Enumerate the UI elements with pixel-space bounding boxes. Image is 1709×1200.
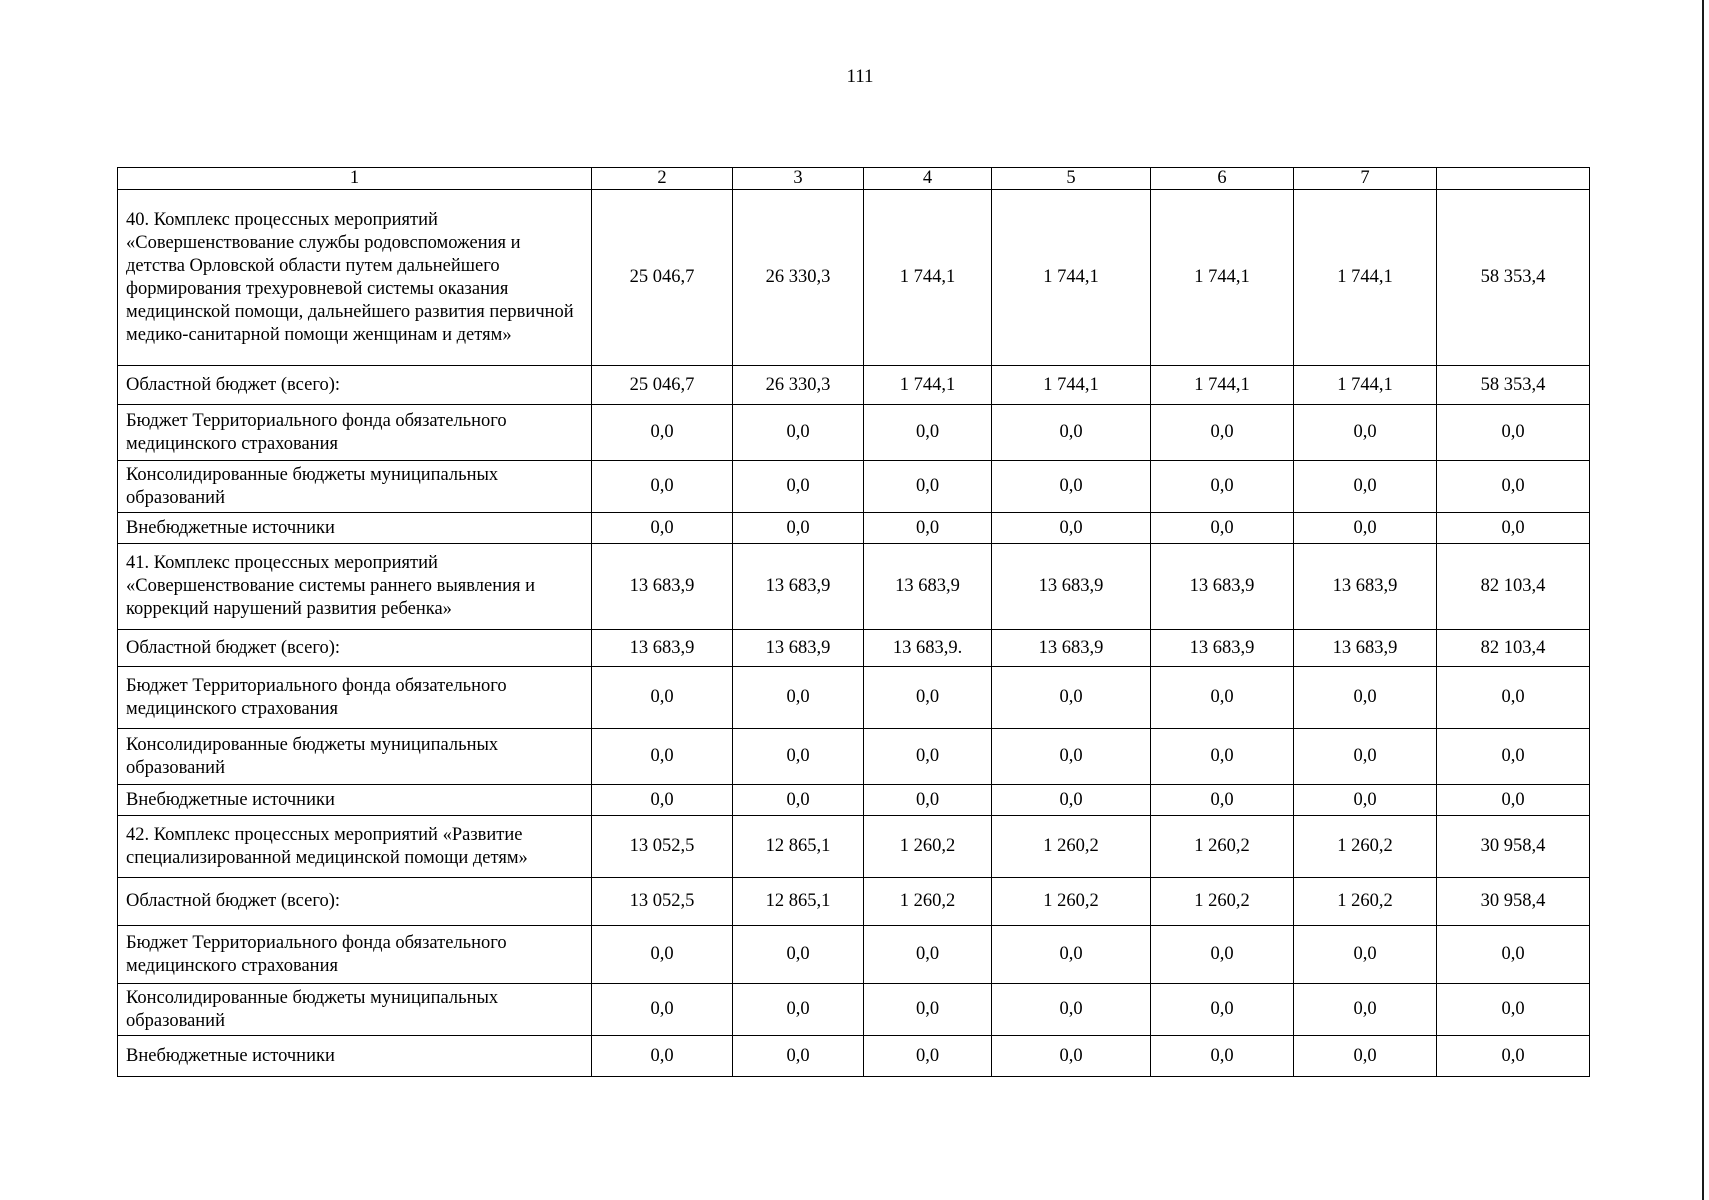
value-cell: 13 683,9 <box>992 630 1151 667</box>
value-cell: 0,0 <box>592 729 733 785</box>
value-cell: 0,0 <box>1294 513 1437 544</box>
value-cell: 0,0 <box>1437 984 1590 1036</box>
table-row <box>118 405 1590 461</box>
row-label: 42. Комплекс процессных мероприятий «Развитие специализированной медицинской помощи детям» <box>118 816 592 878</box>
value-cell: 0,0 <box>1294 1036 1437 1077</box>
value-cell: 26 330,3 <box>733 190 864 366</box>
row-label: Внебюджетные источники <box>118 785 592 816</box>
header-cell: 3 <box>733 168 864 190</box>
value-cell: 0,0 <box>733 984 864 1036</box>
value-cell: 1 744,1 <box>1294 366 1437 405</box>
value-cell: 0,0 <box>592 984 733 1036</box>
row-label: Консолидированные бюджеты муниципальных образований <box>118 461 592 513</box>
value-cell: 0,0 <box>733 667 864 729</box>
header-cell: 7 <box>1294 168 1437 190</box>
header-cell: 2 <box>592 168 733 190</box>
table-row <box>118 785 1590 816</box>
value-cell: 0,0 <box>1437 729 1590 785</box>
header-cell: 5 <box>992 168 1151 190</box>
value-cell: 0,0 <box>992 1036 1151 1077</box>
value-cell: 0,0 <box>1437 461 1590 513</box>
value-cell: 0,0 <box>864 667 992 729</box>
value-cell: 0,0 <box>1151 405 1294 461</box>
value-cell: 1 744,1 <box>864 190 992 366</box>
value-cell: 0,0 <box>1294 405 1437 461</box>
value-cell: 0,0 <box>1294 926 1437 984</box>
value-cell: 0,0 <box>992 984 1151 1036</box>
value-cell: 0,0 <box>1151 667 1294 729</box>
value-cell: 58 353,4 <box>1437 190 1590 366</box>
value-cell: 1 260,2 <box>1151 878 1294 926</box>
value-cell: 0,0 <box>864 461 992 513</box>
row-label: Бюджет Территориального фонда обязательного медицинского страхования <box>118 926 592 984</box>
row-label: 40. Комплекс процессных мероприятий «Совершенствование службы родовспоможения и детства Орловской области путем дальнейшего формирования трехуровневой системы оказания медицинской помощи, дальнейшего развития первичной медико-санитарной помощи женщинам и детям» <box>118 190 592 366</box>
value-cell: 0,0 <box>1151 926 1294 984</box>
value-cell: 0,0 <box>733 926 864 984</box>
table-row <box>118 926 1590 984</box>
value-cell: 0,0 <box>864 984 992 1036</box>
value-cell: 0,0 <box>864 785 992 816</box>
value-cell: 0,0 <box>1151 785 1294 816</box>
value-cell: 0,0 <box>1151 461 1294 513</box>
value-cell: 0,0 <box>592 461 733 513</box>
value-cell: 0,0 <box>1294 461 1437 513</box>
value-cell: 0,0 <box>592 513 733 544</box>
value-cell: 1 744,1 <box>1151 366 1294 405</box>
table-row <box>118 984 1590 1036</box>
row-label: Областной бюджет (всего): <box>118 630 592 667</box>
table-row <box>118 461 1590 513</box>
header-cell <box>1437 168 1590 190</box>
value-cell: 0,0 <box>992 461 1151 513</box>
value-cell: 13 683,9 <box>1151 544 1294 630</box>
value-cell: 0,0 <box>733 513 864 544</box>
row-label: Внебюджетные источники <box>118 1036 592 1077</box>
value-cell: 0,0 <box>592 667 733 729</box>
page-number: 111 <box>846 66 874 87</box>
value-cell: 26 330,3 <box>733 366 864 405</box>
value-cell: 1 260,2 <box>992 878 1151 926</box>
table-row <box>118 729 1590 785</box>
value-cell: 82 103,4 <box>1437 544 1590 630</box>
value-cell: 30 958,4 <box>1437 878 1590 926</box>
value-cell: 0,0 <box>1151 729 1294 785</box>
value-cell: 13 052,5 <box>592 816 733 878</box>
value-cell: 0,0 <box>1151 1036 1294 1077</box>
budget-table <box>117 167 1590 1077</box>
value-cell: 0,0 <box>592 785 733 816</box>
value-cell: 0,0 <box>1437 926 1590 984</box>
value-cell: 82 103,4 <box>1437 630 1590 667</box>
value-cell: 0,0 <box>864 405 992 461</box>
value-cell: 25 046,7 <box>592 190 733 366</box>
table-row <box>118 878 1590 926</box>
value-cell: 0,0 <box>733 1036 864 1077</box>
value-cell: 0,0 <box>733 785 864 816</box>
value-cell: 0,0 <box>992 667 1151 729</box>
table-row <box>118 667 1590 729</box>
value-cell: 0,0 <box>992 926 1151 984</box>
value-cell: 13 052,5 <box>592 878 733 926</box>
value-cell: 0,0 <box>1437 785 1590 816</box>
table-row <box>118 544 1590 630</box>
value-cell: 0,0 <box>733 461 864 513</box>
table-row <box>118 816 1590 878</box>
value-cell: 0,0 <box>592 405 733 461</box>
value-cell: 0,0 <box>1151 513 1294 544</box>
value-cell: 1 260,2 <box>1294 816 1437 878</box>
value-cell: 1 260,2 <box>864 816 992 878</box>
value-cell: 13 683,9 <box>592 544 733 630</box>
value-cell: 13 683,9 <box>1294 630 1437 667</box>
value-cell: 0,0 <box>864 1036 992 1077</box>
row-label: Областной бюджет (всего): <box>118 878 592 926</box>
value-cell: 0,0 <box>592 1036 733 1077</box>
row-label: 41. Комплекс процессных мероприятий «Совершенствование системы раннего выявления и коррекций нарушений развития ребенка» <box>118 544 592 630</box>
value-cell: 13 683,9 <box>864 544 992 630</box>
value-cell: 0,0 <box>1294 984 1437 1036</box>
value-cell: 13 683,9 <box>733 630 864 667</box>
value-cell: 0,0 <box>733 405 864 461</box>
value-cell: 13 683,9 <box>1294 544 1437 630</box>
value-cell: 30 958,4 <box>1437 816 1590 878</box>
row-label: Областной бюджет (всего): <box>118 366 592 405</box>
table-row <box>118 513 1590 544</box>
value-cell: 0,0 <box>1294 785 1437 816</box>
value-cell: 1 744,1 <box>992 190 1151 366</box>
table-row <box>118 1036 1590 1077</box>
value-cell: 13 683,9. <box>864 630 992 667</box>
table-row <box>118 630 1590 667</box>
value-cell: 0,0 <box>1437 667 1590 729</box>
row-label: Консолидированные бюджеты муниципальных образований <box>118 984 592 1036</box>
value-cell: 1 744,1 <box>1151 190 1294 366</box>
value-cell: 0,0 <box>1437 1036 1590 1077</box>
value-cell: 12 865,1 <box>733 816 864 878</box>
value-cell: 0,0 <box>1437 405 1590 461</box>
table-row <box>118 366 1590 405</box>
row-label: Внебюджетные источники <box>118 513 592 544</box>
value-cell: 13 683,9 <box>992 544 1151 630</box>
value-cell: 0,0 <box>864 729 992 785</box>
value-cell: 0,0 <box>992 405 1151 461</box>
value-cell: 12 865,1 <box>733 878 864 926</box>
value-cell: 0,0 <box>1437 513 1590 544</box>
value-cell: 58 353,4 <box>1437 366 1590 405</box>
value-cell: 1 744,1 <box>1294 190 1437 366</box>
value-cell: 0,0 <box>992 513 1151 544</box>
value-cell: 0,0 <box>864 513 992 544</box>
value-cell: 1 260,2 <box>1294 878 1437 926</box>
value-cell: 25 046,7 <box>592 366 733 405</box>
value-cell: 13 683,9 <box>592 630 733 667</box>
header-cell: 1 <box>118 168 592 190</box>
value-cell: 0,0 <box>864 926 992 984</box>
header-row <box>118 168 1590 190</box>
value-cell: 0,0 <box>1294 729 1437 785</box>
value-cell: 0,0 <box>592 926 733 984</box>
value-cell: 0,0 <box>733 729 864 785</box>
value-cell: 1 744,1 <box>864 366 992 405</box>
value-cell: 13 683,9 <box>733 544 864 630</box>
value-cell: 0,0 <box>992 785 1151 816</box>
table-row <box>118 190 1590 366</box>
row-label: Бюджет Территориального фонда обязательного медицинского страхования <box>118 405 592 461</box>
page-edge <box>1702 0 1704 1200</box>
value-cell: 13 683,9 <box>1151 630 1294 667</box>
header-cell: 6 <box>1151 168 1294 190</box>
row-label: Бюджет Территориального фонда обязательного медицинского страхования <box>118 667 592 729</box>
value-cell: 0,0 <box>1151 984 1294 1036</box>
value-cell: 1 260,2 <box>992 816 1151 878</box>
value-cell: 1 260,2 <box>864 878 992 926</box>
value-cell: 1 744,1 <box>992 366 1151 405</box>
value-cell: 1 260,2 <box>1151 816 1294 878</box>
value-cell: 0,0 <box>1294 667 1437 729</box>
value-cell: 0,0 <box>992 729 1151 785</box>
header-cell: 4 <box>864 168 992 190</box>
row-label: Консолидированные бюджеты муниципальных образований <box>118 729 592 785</box>
